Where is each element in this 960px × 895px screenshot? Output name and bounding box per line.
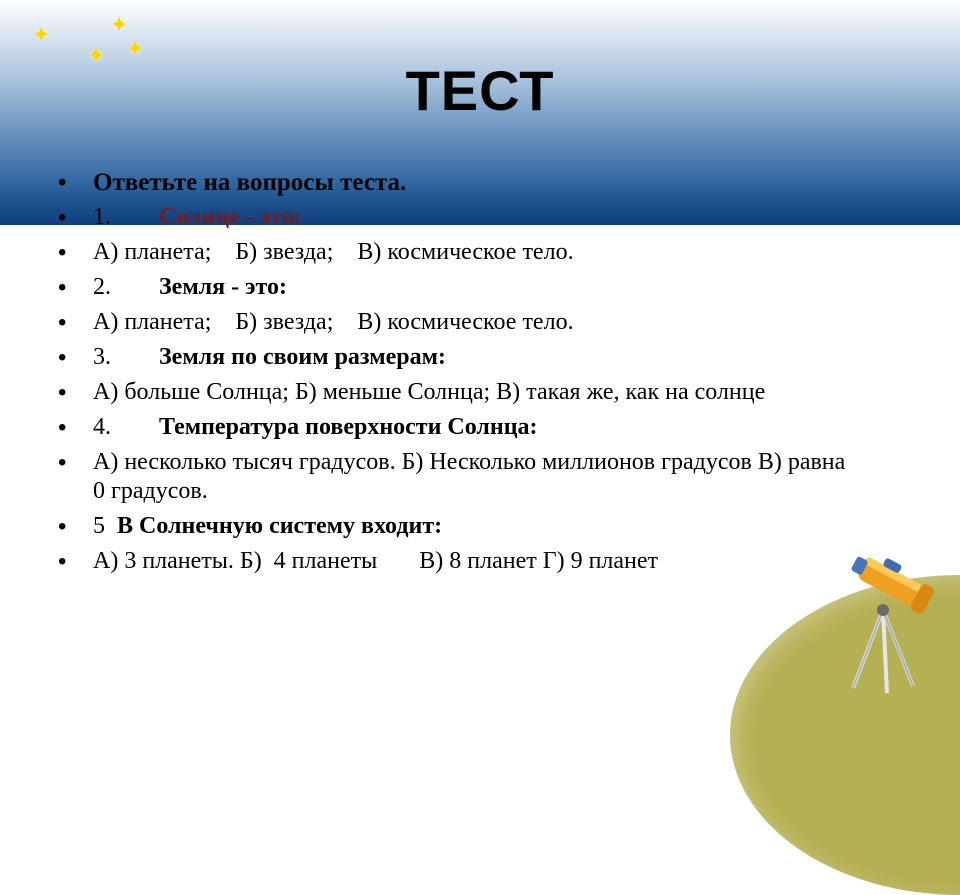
question-text: Солнце - это: (159, 204, 302, 230)
answer-text: А) планета; Б) звезда; В) космическое тело. (93, 239, 574, 265)
bullet-icon: • (58, 513, 67, 540)
question-number: 4. (93, 414, 111, 440)
star-sparkle-icon: ✦ (87, 43, 106, 68)
answer-text: А) планета; Б) звезда; В) космическое тело. (93, 309, 574, 335)
star-sparkle-icon: ✦ (110, 12, 129, 37)
bullet-icon: • (58, 309, 67, 336)
answer-text: А) больше Солнца; Б) меньше Солнца; В) такая же, как на солнце (93, 379, 766, 405)
question-3 (58, 343, 858, 372)
answer-4 (58, 448, 858, 506)
answer-text: А) 3 планеты. Б) 4 планеты В) 8 планет Г) 9 планет (93, 548, 659, 574)
star-sparkle-icon: ✦ (32, 22, 51, 47)
question-number: 3. (93, 344, 111, 370)
answer-text: А) несколько тысяч градусов. Б) Несколько миллионов градусов В) равна 0 градусов. (93, 449, 846, 504)
test-content (58, 168, 858, 582)
question-text: Земля по своим размерам: (159, 344, 446, 370)
bullet-icon: • (58, 344, 67, 371)
question-text: Земля - это: (159, 274, 287, 300)
bullet-icon: • (58, 548, 67, 575)
answer-3 (58, 378, 858, 407)
bullet-icon: • (58, 169, 67, 196)
question-number: 5 (93, 513, 105, 539)
answer-5 (58, 547, 858, 576)
intro-text: Ответьте на вопросы теста. (93, 169, 407, 196)
bullet-icon: • (58, 414, 67, 441)
bullet-icon: • (58, 239, 67, 266)
answer-2 (58, 308, 858, 337)
bullet-icon: • (58, 274, 67, 301)
question-5 (58, 512, 858, 541)
intro-line (58, 168, 858, 197)
bullet-icon: • (58, 204, 67, 231)
question-4 (58, 413, 858, 442)
telescope-icon (835, 548, 945, 698)
bullet-icon: • (58, 379, 67, 406)
bullet-icon: • (58, 449, 67, 476)
question-number: 2. (93, 274, 111, 300)
question-text: В Солнечную систему входит: (117, 513, 443, 539)
question-text: Температура поверхности Солнца: (159, 414, 538, 440)
question-2 (58, 273, 858, 302)
slide-title: ТЕСТ (405, 59, 555, 122)
question-number: 1. (93, 204, 111, 230)
star-sparkle-icon: ✦ (126, 36, 145, 61)
question-1 (58, 203, 858, 232)
answer-1 (58, 238, 858, 267)
